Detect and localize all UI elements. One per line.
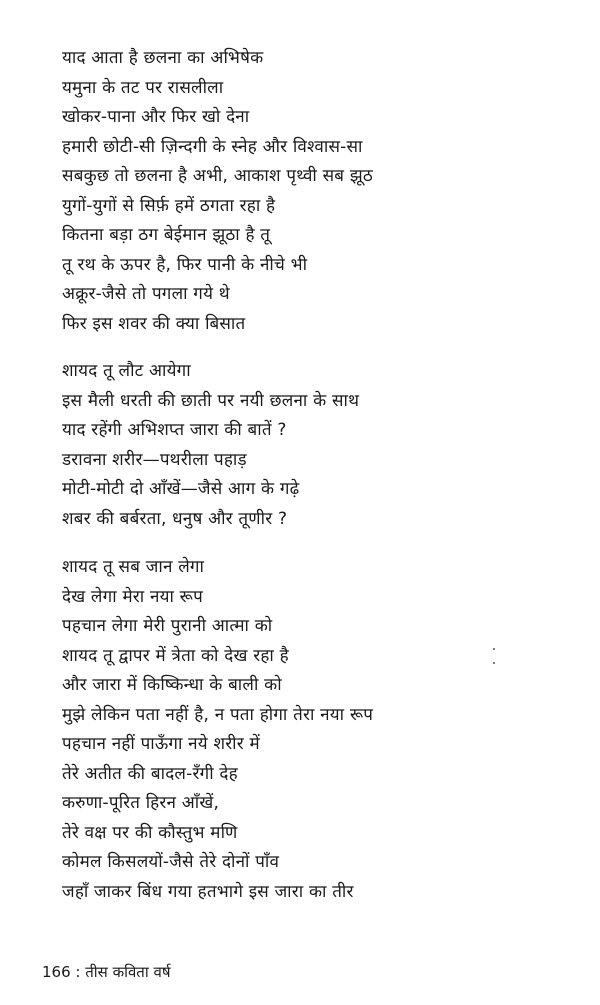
scan-speck bbox=[493, 662, 495, 664]
poem-line: करुणा-पूरित हिरन आँखें, bbox=[62, 793, 220, 813]
poem-line: हमारी छोटी-सी ज़िन्दगी के स्नेह और विश्वास-सा bbox=[62, 136, 363, 157]
stanza-3 bbox=[62, 553, 562, 907]
poem-line: तेरे अतीत की बादल-रँगी देह bbox=[62, 763, 238, 784]
poem-line: शबर की बर्बरता, धनुष और तूणीर ? bbox=[62, 508, 288, 529]
poem-line: डरावना शरीर—पथरीला पहाड़ bbox=[62, 449, 247, 470]
poem-line: देख लेगा मेरा नया रूप bbox=[62, 586, 203, 607]
poem-line: शायद तू लौट आयेगा bbox=[62, 361, 191, 381]
poem-line: मोटी-मोटी दो आँखें—जैसे आग के गढ़े bbox=[62, 479, 300, 499]
poem-line: मुझे लेकिन पता नहीं है, न पता होगा तेरा नया रूप bbox=[62, 704, 374, 725]
poem-line: अक्रूर-जैसे तो पगला गये थे bbox=[62, 284, 230, 304]
poem-line: शायद तू द्वापर में त्रेता को देख रहा है bbox=[62, 645, 289, 666]
poem-body bbox=[62, 44, 562, 925]
poem-line: कोमल किसलयों-जैसे तेरे दोनों पाँव bbox=[62, 852, 280, 872]
poem-line: तेरे वक्ष पर की कौस्तुभ मणि bbox=[62, 822, 238, 843]
poem-line: यमुना के तट पर रासलीला bbox=[62, 77, 224, 98]
poem-line: फिर इस शवर की क्या बिसात bbox=[62, 313, 246, 334]
poem-line: याद रहेंगी अभिशप्त जारा की बातें ? bbox=[62, 420, 287, 440]
poem-line: कितना बड़ा ठग बेईमान झूठा है तू bbox=[62, 225, 271, 245]
stanza-2 bbox=[62, 357, 562, 534]
poem-line: याद आता है छलना का अभिषेक bbox=[62, 48, 264, 68]
poem-line: शायद तू सब जान लेगा bbox=[62, 557, 205, 577]
poem-line: युगों-युगों से सिर्फ़ हमें ठगता रहा है bbox=[62, 195, 276, 216]
poem-line: और जारा में किष्किन्धा के बाली को bbox=[62, 675, 282, 695]
page-footer: 166 : तीस कविता वर्ष bbox=[42, 963, 171, 981]
stanza-1 bbox=[62, 44, 562, 339]
scan-speck bbox=[493, 648, 495, 650]
poem-line: सबकुछ तो छलना है अभी, आकाश पृथ्वी सब झूठ bbox=[62, 166, 373, 186]
poem-line: खोकर-पाना और फिर खो देना bbox=[62, 107, 250, 127]
poem-line: इस मैली धरती की छाती पर नयी छलना के साथ bbox=[62, 390, 360, 411]
poem-line: तू रथ के ऊपर है, फिर पानी के नीचे भी bbox=[62, 254, 308, 275]
poem-line: जहाँ जाकर बिंध गया हतभागे इस जारा का तीर bbox=[62, 881, 354, 902]
poem-line: पहचान नहीं पाऊँगा नये शरीर में bbox=[62, 734, 260, 754]
poem-line: पहचान लेगा मेरी पुरानी आत्मा को bbox=[62, 616, 273, 636]
